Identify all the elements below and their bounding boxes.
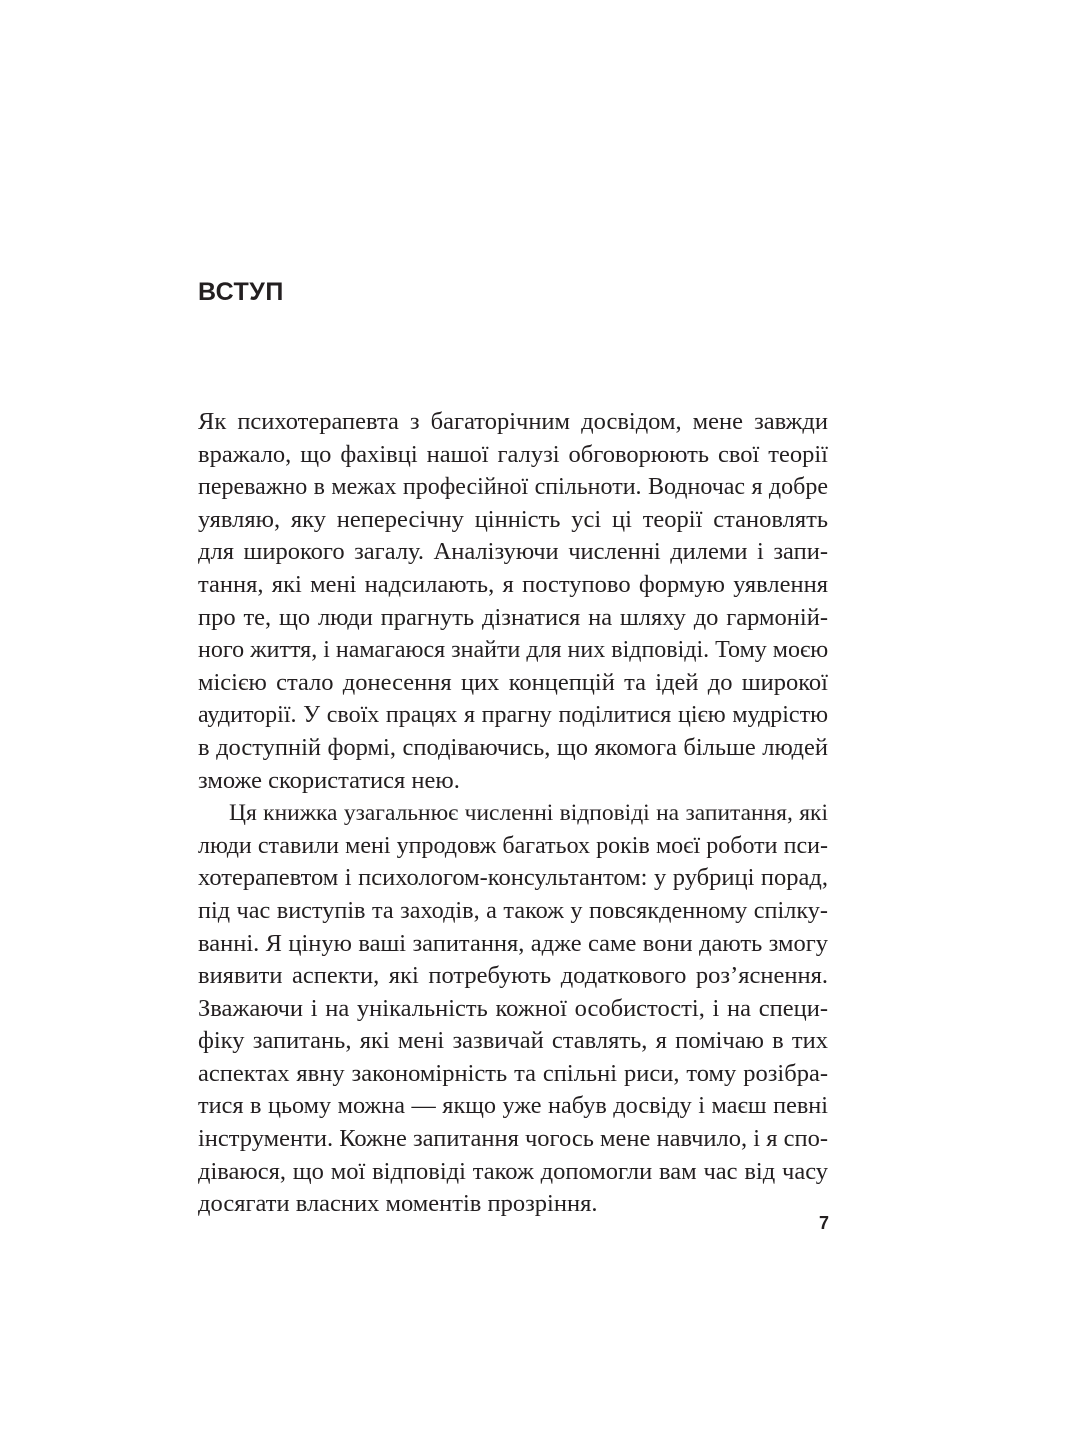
text-line: інструменти. Кожне запитання чогось мене навчило, і я спо- xyxy=(198,1125,828,1153)
text-line: тися в цьому можна — якщо уже набув досвіду і маєш певні xyxy=(198,1092,828,1120)
text-line: в доступній формі, сподіваючись, що якомога більше людей xyxy=(198,733,828,761)
paragraph-2 xyxy=(198,797,828,1221)
text-line: досягати власних моментів прозріння. xyxy=(198,1190,598,1218)
page-number: 7 xyxy=(818,1213,829,1233)
body-text xyxy=(198,406,828,1221)
text-line: місією стало донесення цих концепцій та ідей до широкої xyxy=(198,668,828,696)
chapter-title: ВСТУП xyxy=(198,278,284,306)
text-line: тання, які мені надсилають, я поступово формую уявлення xyxy=(198,570,828,598)
text-line: хотерапевтом і психологом-консультантом: у рубриці порад, xyxy=(198,864,828,892)
text-line: люди ставили мені упродовж багатьох років моєї роботи пси- xyxy=(198,832,828,859)
text-line: уявляю, яку непересічну цінність усі ці теорії становлять xyxy=(198,505,828,533)
text-line: зможе скористатися нею. xyxy=(198,766,460,794)
text-line: ванні. Я ціную ваші запитання, адже саме вони дають змогу xyxy=(198,929,828,957)
text-line: Ця книжка узагальнює численні відповіді на запитання, які xyxy=(229,800,828,827)
text-line: для широкого загалу. Аналізуючи численні дилеми і запи- xyxy=(198,538,828,566)
text-line: переважно в межах професійної спільноти. Водночас я добре xyxy=(198,474,828,501)
text-line: аспектах явну закономірність та спільні риси, тому розібра- xyxy=(198,1059,828,1087)
text-line: виявити аспекти, які потребують додаткового роз’яснення. xyxy=(198,962,828,990)
text-line: діваюся, що мої відповіді також допомогли вам час від часу xyxy=(198,1157,828,1185)
paragraph-1 xyxy=(198,406,828,797)
text-line: під час виступів та заходів, а також у повсякденному спілку- xyxy=(198,896,828,924)
text-line: аудиторії. У своїх працях я прагну поділитися цією мудрістю xyxy=(198,702,828,729)
text-line: про те, що люди прагнуть дізнатися на шляху до гармоній- xyxy=(198,603,828,631)
text-line: Як психотерапевта з багаторічним досвідом, мене завжди xyxy=(198,408,828,435)
text-line: фіку запитань, які мені зазвичай ставлять, я помічаю в тих xyxy=(198,1027,828,1055)
text-line: ного життя, і намагаюся знайти для них відповіді. Тому моєю xyxy=(198,637,829,664)
text-line: Зважаючи і на унікальність кожної особистості, і на специ- xyxy=(198,994,828,1022)
text-line: вражало, що фахівці нашої галузі обговорюють свої теорії xyxy=(198,440,828,468)
